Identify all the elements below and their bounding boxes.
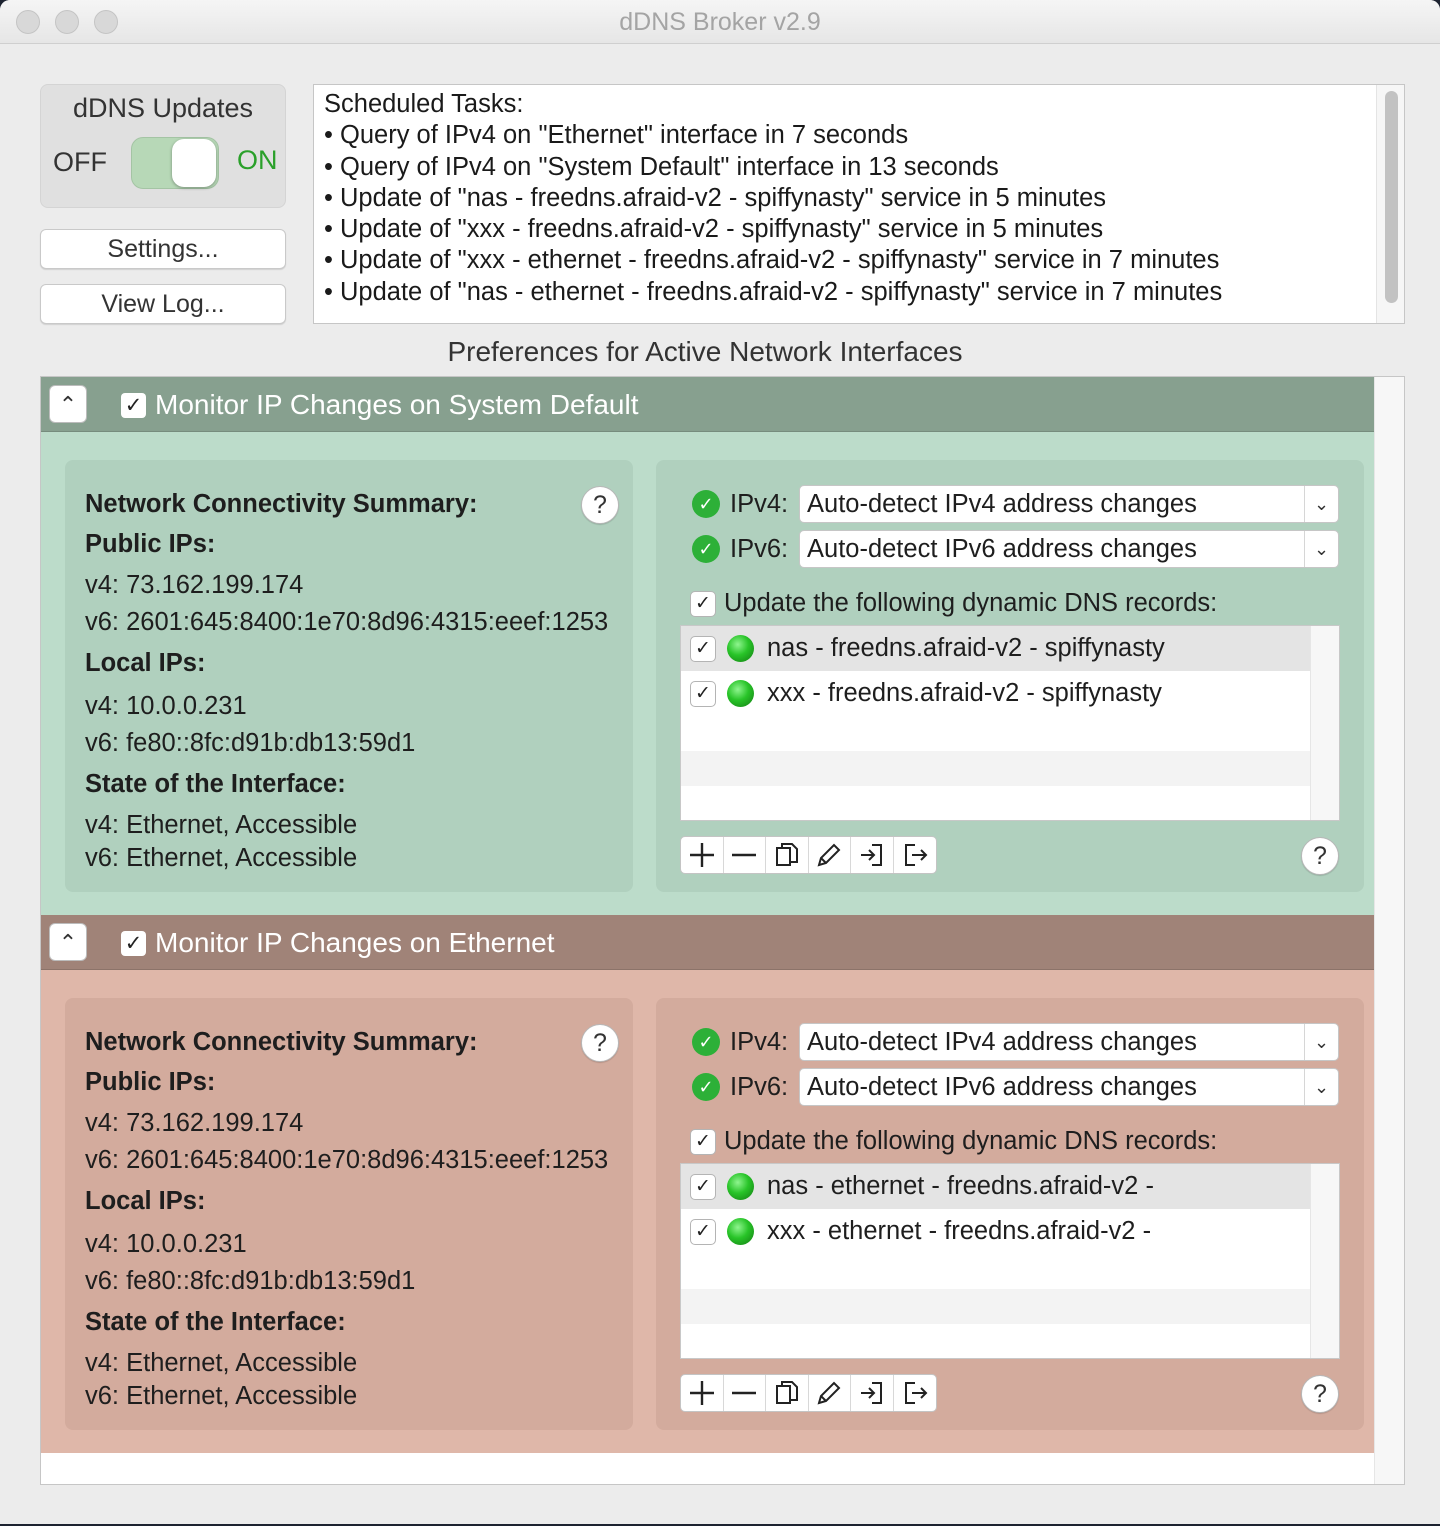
record-checkbox[interactable]: ✓	[690, 681, 716, 707]
summary-heading: Network Connectivity Summary:	[85, 490, 478, 518]
task-item: • Update of "nas - ethernet - freedns.afraid-v2 - spiffynasty" service in 7 minutes	[324, 277, 1223, 306]
public-ips-heading: Public IPs:	[85, 530, 216, 558]
tasks-scroll-thumb[interactable]	[1385, 91, 1398, 303]
task-item: • Update of "xxx - ethernet - freedns.afraid-v2 - spiffynasty" service in 7 minutes	[324, 246, 1220, 275]
ipv4-mode-select[interactable]	[799, 1023, 1339, 1061]
ddns-updates-group	[40, 84, 286, 208]
monitor-checkbox[interactable]: ✓	[121, 393, 146, 418]
interface-section	[41, 377, 1374, 915]
view-log-button[interactable]: View Log...	[40, 284, 286, 324]
dns-records-list[interactable]	[680, 625, 1340, 821]
section-title: Monitor IP Changes on System Default	[155, 389, 639, 420]
preferences-area	[40, 376, 1405, 1485]
record-checkbox[interactable]: ✓	[690, 636, 716, 662]
pencil-icon[interactable]	[809, 1375, 852, 1411]
state-ipv4-value: v4: Ethernet, Accessible	[85, 1349, 358, 1377]
ipv6-status-icon: ✓	[692, 535, 720, 563]
export-icon[interactable]	[894, 1375, 937, 1411]
local-ipv6-value: v6: fe80::8fc:d91b:db13:59d1	[85, 729, 416, 757]
minus-icon[interactable]	[724, 1375, 767, 1411]
monitor-checkbox[interactable]: ✓	[121, 931, 146, 956]
state-ipv6-value: v6: Ethernet, Accessible	[85, 844, 358, 872]
record-label: xxx - ethernet - freedns.afraid-v2 -	[767, 1217, 1152, 1245]
local-ips-heading: Local IPs:	[85, 649, 206, 677]
ddns-updates-title: dDNS Updates	[72, 93, 254, 123]
public-ipv6-value: v6: 2601:645:8400:1e70:8d96:4315:eeef:1253	[85, 608, 609, 636]
dns-records-panel	[656, 460, 1364, 892]
record-status-led-icon	[727, 1173, 754, 1200]
off-label: OFF	[53, 147, 107, 177]
plus-icon[interactable]	[681, 837, 724, 873]
plus-icon[interactable]	[681, 1375, 724, 1411]
summary-heading: Network Connectivity Summary:	[85, 1028, 478, 1056]
ipv6-label: IPv6:	[730, 535, 789, 563]
state-ipv6-value: v6: Ethernet, Accessible	[85, 1382, 358, 1410]
records-help-button[interactable]: ?	[1301, 1375, 1339, 1413]
records-scrollbar[interactable]	[1310, 1164, 1339, 1358]
records-help-button[interactable]: ?	[1301, 837, 1339, 875]
connectivity-summary-panel	[65, 460, 633, 892]
record-label: nas - freedns.afraid-v2 - spiffynasty	[767, 634, 1165, 662]
collapse-button[interactable]: ⌃	[49, 385, 87, 423]
duplicate-icon[interactable]	[766, 1375, 809, 1411]
ipv4-label: IPv4:	[730, 490, 789, 518]
local-ipv6-value: v6: fe80::8fc:d91b:db13:59d1	[85, 1267, 416, 1295]
state-heading: State of the Interface:	[85, 1308, 346, 1336]
ipv6-mode-select[interactable]	[799, 530, 1339, 568]
records-toolbar	[680, 1374, 937, 1412]
records-scrollbar[interactable]	[1310, 626, 1339, 820]
dns-records-list[interactable]	[680, 1163, 1340, 1359]
ipv6-status-icon: ✓	[692, 1073, 720, 1101]
records-toolbar	[680, 836, 937, 874]
update-records-checkbox[interactable]: ✓	[690, 591, 716, 617]
preferences-scrollbar[interactable]	[1374, 377, 1404, 1484]
section-header	[41, 377, 1374, 432]
chevron-down-icon: ⌄	[1304, 531, 1338, 567]
public-ipv6-value: v6: 2601:645:8400:1e70:8d96:4315:eeef:1253	[85, 1146, 609, 1174]
connectivity-summary-panel	[65, 998, 633, 1430]
update-records-label: Update the following dynamic DNS records:	[724, 1127, 1218, 1155]
ddns-updates-toggle[interactable]	[131, 137, 219, 189]
local-ipv4-value: v4: 10.0.0.231	[85, 1230, 247, 1258]
record-status-led-icon	[727, 1218, 754, 1245]
summary-help-button[interactable]: ?	[581, 486, 619, 524]
preferences-title: Preferences for Active Network Interfaces	[447, 336, 963, 367]
record-status-led-icon	[727, 680, 754, 707]
summary-help-button[interactable]: ?	[581, 1024, 619, 1062]
ipv6-mode-value: Auto-detect IPv6 address changes	[807, 535, 1197, 563]
ipv4-mode-value: Auto-detect IPv4 address changes	[807, 1028, 1197, 1056]
duplicate-icon[interactable]	[766, 837, 809, 873]
update-records-label: Update the following dynamic DNS records:	[724, 589, 1218, 617]
record-status-led-icon	[727, 635, 754, 662]
ipv4-label: IPv4:	[730, 1028, 789, 1056]
state-ipv4-value: v4: Ethernet, Accessible	[85, 811, 358, 839]
collapse-button[interactable]: ⌃	[49, 923, 87, 961]
scheduled-tasks-header: Scheduled Tasks:	[324, 90, 524, 118]
record-checkbox[interactable]: ✓	[690, 1219, 716, 1245]
public-ipv4-value: v4: 73.162.199.174	[85, 1109, 304, 1137]
local-ipv4-value: v4: 10.0.0.231	[85, 692, 247, 720]
title-bar	[0, 0, 1440, 44]
record-row[interactable]	[681, 671, 1310, 716]
scheduled-tasks-box[interactable]	[313, 84, 1405, 324]
window-title: dDNS Broker v2.9	[619, 8, 821, 36]
empty-row	[681, 751, 1310, 786]
ipv4-status-icon: ✓	[692, 490, 720, 518]
settings-button[interactable]: Settings...	[40, 229, 286, 269]
public-ips-heading: Public IPs:	[85, 1068, 216, 1096]
record-row[interactable]	[681, 1209, 1310, 1254]
tasks-scrollbar[interactable]	[1376, 85, 1404, 323]
ipv4-mode-select[interactable]	[799, 485, 1339, 523]
task-item: • Query of IPv4 on "System Default" interface in 13 seconds	[324, 152, 999, 181]
chevron-down-icon: ⌄	[1304, 486, 1338, 522]
import-icon[interactable]	[851, 1375, 894, 1411]
on-label: ON	[237, 145, 278, 175]
task-item: • Query of IPv4 on "Ethernet" interface in 7 seconds	[324, 121, 909, 150]
toggle-knob	[172, 139, 216, 187]
record-row[interactable]	[681, 626, 1310, 671]
chevron-down-icon: ⌄	[1304, 1024, 1338, 1060]
scheduled-tasks-list	[324, 89, 1222, 308]
import-icon[interactable]	[851, 837, 894, 873]
ipv6-mode-value: Auto-detect IPv6 address changes	[807, 1073, 1197, 1101]
record-row[interactable]	[681, 1164, 1310, 1209]
section-header	[41, 915, 1374, 970]
ipv4-status-icon: ✓	[692, 1028, 720, 1056]
local-ips-heading: Local IPs:	[85, 1187, 206, 1215]
ipv6-label: IPv6:	[730, 1073, 789, 1101]
empty-row	[681, 1289, 1310, 1324]
pencil-icon[interactable]	[809, 837, 852, 873]
ipv6-mode-select[interactable]	[799, 1068, 1339, 1106]
record-label: nas - ethernet - freedns.afraid-v2 -	[767, 1172, 1154, 1200]
section-title: Monitor IP Changes on Ethernet	[155, 927, 555, 958]
dns-records-panel	[656, 998, 1364, 1430]
public-ipv4-value: v4: 73.162.199.174	[85, 571, 304, 599]
interface-section	[41, 915, 1374, 1453]
task-item: • Update of "xxx - freedns.afraid-v2 - spiffynasty" service in 5 minutes	[324, 215, 1104, 244]
state-heading: State of the Interface:	[85, 770, 346, 798]
record-label: xxx - freedns.afraid-v2 - spiffynasty	[767, 679, 1162, 707]
update-records-checkbox[interactable]: ✓	[690, 1129, 716, 1155]
record-checkbox[interactable]: ✓	[690, 1174, 716, 1200]
minus-icon[interactable]	[724, 837, 767, 873]
task-item: • Update of "nas - freedns.afraid-v2 - spiffynasty" service in 5 minutes	[324, 183, 1106, 212]
chevron-down-icon: ⌄	[1304, 1069, 1338, 1105]
ipv4-mode-value: Auto-detect IPv4 address changes	[807, 490, 1197, 518]
export-icon[interactable]	[894, 837, 937, 873]
